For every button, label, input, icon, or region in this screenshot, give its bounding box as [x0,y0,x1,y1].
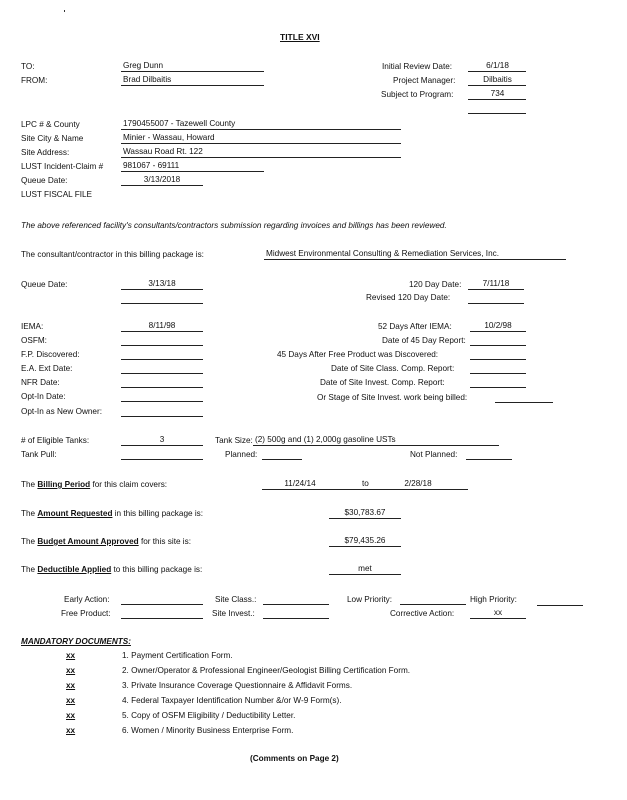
after-iema-value: 10/2/98 [484,321,512,330]
free-product-45-label: 45 Days After Free Product was Discovered: [277,350,439,359]
budget-approved-label: The Budget Amount Approved for this site is: [21,537,191,546]
stage-label: Or Stage of Site Invest. work being billed: [317,393,468,402]
site-invest-label: Site Invest.: [212,609,255,618]
tank-size-underline [253,445,499,446]
site-class-report-label: Date of Site Class. Comp. Report: [331,364,455,373]
fp-discovered-label: F.P. Discovered: [21,350,80,359]
billing-period-label: The Billing Period for this claim covers: [21,480,168,489]
site-invest-report-underline [470,387,526,388]
free-product-label: Free Product: [61,609,111,618]
lust-underline [121,171,264,172]
queue-value: 3/13/2018 [143,175,181,184]
eligible-tanks-value: 3 [159,435,165,444]
fp-discovered-underline [121,359,203,360]
consultant-underline [264,259,566,260]
free-product-45-underline [470,359,526,360]
from-underline [121,85,264,86]
day120-underline [468,289,524,290]
queue-date-blank-underline [121,303,203,304]
corrective-action-value: xx [493,608,503,617]
early-action-underline [121,604,203,605]
subject-program-label: Subject to Program: [381,90,454,99]
to-value: Greg Dunn [123,61,164,70]
city-value: Minier - Wassau, Howard [123,133,215,142]
queue-date-value: 3/13/18 [148,279,176,288]
site-invest-underline [263,618,329,619]
mandatory-document-mark: xx [66,666,76,675]
billing-period-to: 2/28/18 [404,479,432,488]
budget-approved-value: $79,435.26 [344,536,386,545]
site-invest-report-label: Date of Site Invest. Comp. Report: [320,378,445,387]
from-value: Brad Dilbaitis [123,75,172,84]
mandatory-document-mark: xx [66,726,76,735]
project-manager-value: Dilbaitis [483,75,512,84]
address-label: Site Address: [21,148,70,157]
after-iema-label: 52 Days After IEMA: [378,322,452,331]
queue-date-label: Queue Date: [21,280,68,289]
site-class-label: Site Class.: [215,595,257,604]
amount-requested-underline [329,518,401,519]
deductible-applied-label: The Deductible Applied to this billing package is: [21,565,203,574]
low-priority-label: Low Priority: [347,595,393,604]
day45-label: Date of 45 Day Report: [382,336,466,345]
tank-pull-underline [121,459,203,460]
high-priority-label: High Priority: [470,595,517,604]
optin-underline [121,401,203,402]
lpc-underline [121,129,401,130]
corrective-action-underline [470,618,526,619]
iema-underline [121,331,203,332]
eligible-tanks-label: # of Eligible Tanks: [21,436,90,445]
initial-review-value: 6/1/18 [486,61,509,70]
deductible-applied-value: met [358,564,372,573]
eligible-tanks-underline [121,445,203,446]
not-planned-label: Not Planned: [410,450,458,459]
mandatory-document-item: 1. Payment Certification Form. [122,651,233,660]
mandatory-document-item: 3. Private Insurance Coverage Questionnaire & Affidavit Forms. [122,681,353,690]
site-class-report-underline [470,373,526,374]
queue-underline [121,185,203,186]
fiscal-file-label: LUST FISCAL FILE [21,190,92,199]
corrective-action-label: Corrective Action: [390,609,455,618]
site-class-underline [263,604,329,605]
budget-approved-underline [329,546,401,547]
scan-speck [64,10,65,12]
amount-requested-label: The Amount Requested in this billing package is: [21,509,204,518]
optin-owner-label: Opt-In as New Owner: [21,407,102,416]
tank-size-label: Tank Size: [215,436,253,445]
free-product-underline [121,618,203,619]
planned-underline [262,459,302,460]
queue-label: Queue Date: [21,176,68,185]
osfm-underline [121,345,203,346]
subject-program-value: 734 [490,89,505,98]
mandatory-document-mark: xx [66,651,76,660]
lpc-label: LPC # & County [21,120,80,129]
nfr-underline [121,387,203,388]
consultant-value: Midwest Environmental Consulting & Remediation Services, Inc. [266,249,499,258]
page-title: TITLE XVI [280,32,320,42]
mandatory-document-item: 2. Owner/Operator & Professional Engineer/Geologist Billing Certification Form. [122,666,411,675]
queue-date-underline [121,289,203,290]
tank-pull-label: Tank Pull: [21,450,57,459]
not-planned-underline [466,459,512,460]
initial-review-underline [468,71,526,72]
mandatory-document-item: 5. Copy of OSFM Eligibility / Deductibility Letter. [122,711,296,720]
revised120-label: Revised 120 Day Date: [366,293,451,302]
mandatory-document-item: 4. Federal Taxpayer Identification Number &/or W-9 Form(s). [122,696,342,705]
address-value: Wassau Road Rt. 122 [123,147,203,156]
planned-label: Planned: [225,450,258,459]
billing-period-to-word: to [362,479,369,488]
early-action-label: Early Action: [64,595,110,604]
address-underline [121,157,401,158]
lust-label: LUST Incident-Claim # [21,162,104,171]
mandatory-document-item: 6. Women / Minority Business Enterprise Form. [122,726,294,735]
project-manager-underline [468,85,526,86]
blank-underline-right [468,113,526,114]
mandatory-document-mark: xx [66,711,76,720]
comments-footer: (Comments on Page 2) [250,754,339,763]
day120-label: 120 Day Date: [409,280,462,289]
amount-requested-value: $30,783.67 [344,508,386,517]
low-priority-underline [400,604,466,605]
project-manager-label: Project Manager: [393,76,456,85]
lpc-value: 1790455007 - Tazewell County [123,119,236,128]
revised120-underline [468,303,524,304]
city-label: Site City & Name [21,134,84,143]
from-label: FROM: [21,76,48,85]
day120-value: 7/11/18 [482,279,510,288]
to-label: TO: [21,62,35,71]
mandatory-documents-title: MANDATORY DOCUMENTS: [21,637,131,646]
osfm-label: OSFM: [21,336,47,345]
subject-program-underline [468,99,526,100]
stage-underline [495,402,553,403]
mandatory-document-mark: xx [66,681,76,690]
billing-period-underline [262,489,468,490]
optin-label: Opt-In Date: [21,392,66,401]
consultant-label: The consultant/contractor in this billing package is: [21,250,204,259]
initial-review-label: Initial Review Date: [382,62,453,71]
deductible-applied-underline [329,574,401,575]
nfr-label: NFR Date: [21,378,60,387]
city-underline [121,143,401,144]
optin-owner-underline [121,416,203,417]
iema-value: 8/11/98 [148,321,176,330]
lust-value: 981067 - 69111 [123,161,180,170]
ea-ext-label: E.A. Ext Date: [21,364,73,373]
to-underline [121,71,264,72]
billing-period-from: 11/24/14 [284,479,316,488]
day45-underline [470,345,526,346]
high-priority-underline [537,605,583,606]
tank-size-value: (2) 500g and (1) 2,000g gasoline USTs [255,435,396,444]
ea-ext-underline [121,373,203,374]
review-statement: The above referenced facility's consultants/contractors submission regarding invoices and billings has been reviewed. [21,221,447,230]
mandatory-document-mark: xx [66,696,76,705]
after-iema-underline [470,331,526,332]
iema-label: IEMA: [21,322,44,331]
